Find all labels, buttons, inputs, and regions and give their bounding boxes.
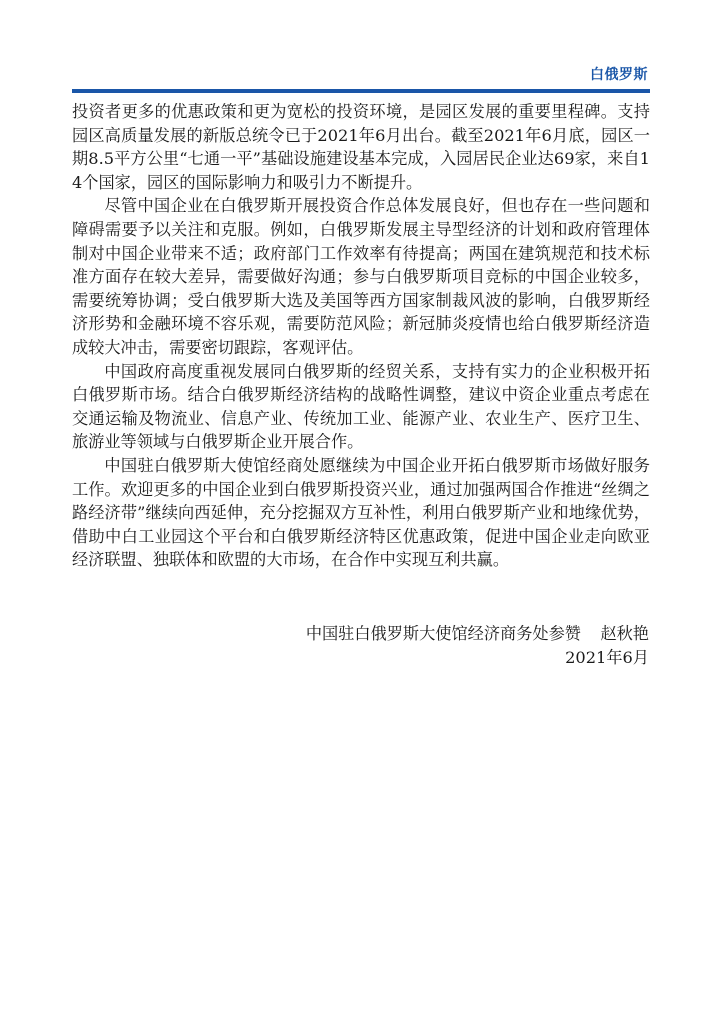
paragraph-government-support: 中国政府高度重视发展同白俄罗斯的经贸关系，支持有实力的企业积极开拓白俄罗斯市场。结合白俄罗斯经济结构的战略性调整，建议中资企业重点考虑在交通运输及物流业、信息产业、传统加工业、能源产业、农业生产、医疗卫生、旅游业等领域与白俄罗斯企业开展合作。 <box>72 361 650 452</box>
signature-title: 中国驻白俄罗斯大使馆经济商务处参赞 <box>305 624 581 643</box>
paragraph-embassy-service: 中国驻白俄罗斯大使馆经商处愿继续为中国企业开拓白俄罗斯市场做好服务工作。欢迎更多的中国企业到白俄罗斯投资兴业，通过加强两国合作推进“丝绸之路经济带”继续向西延伸，充分挖掘双方互补性，利用白俄罗斯产业和地缘优势，借助中白工业园这个平台和白俄罗斯经济特区优惠政策，促进中国企业走向欧亚经济联盟、独联体和欧盟的大市场，在合作中实现互利共赢。 <box>72 455 650 570</box>
signature-date: 2021年6月 <box>565 648 649 667</box>
running-header-section-title: 白俄罗斯 <box>590 67 648 83</box>
article-body <box>72 100 650 572</box>
signature-block <box>306 622 649 670</box>
signature-line <box>306 622 649 646</box>
paragraph-challenges: 尽管中国企业在白俄罗斯开展投资合作总体发展良好，但也存在一些问题和障碍需要予以关注和克服。例如，白俄罗斯发展主导型经济的计划和政府管理体制对中国企业带来不适；政府部门工作效率有待提高；两国在建筑规范和技术标准方面存在较大差异，需要做好沟通；参与白俄罗斯项目竞标的中国企业较多，需要统筹协调；受白俄罗斯大选及美国等西方国家制裁风波的影响，白俄罗斯经济形势和金融环境不容乐观，需要防范风险；新冠肺炎疫情也给白俄罗斯经济造成较大冲击，需要密切跟踪，客观评估。 <box>72 196 650 357</box>
signature-name: 赵秋艳 <box>600 624 649 643</box>
header-divider <box>72 89 650 93</box>
paragraph-continued: 投资者更多的优惠政策和更为宽松的投资环境，是园区发展的重要里程碑。支持园区高质量发展的新版总统令已于2021年6月出台。截至2021年6月底，园区一期8.5平方公里“七通一平”基础设施建设基本完成，入园居民企业达69家，来自14个国家，园区的国际影响力和吸引力不断提升。 <box>72 102 650 192</box>
